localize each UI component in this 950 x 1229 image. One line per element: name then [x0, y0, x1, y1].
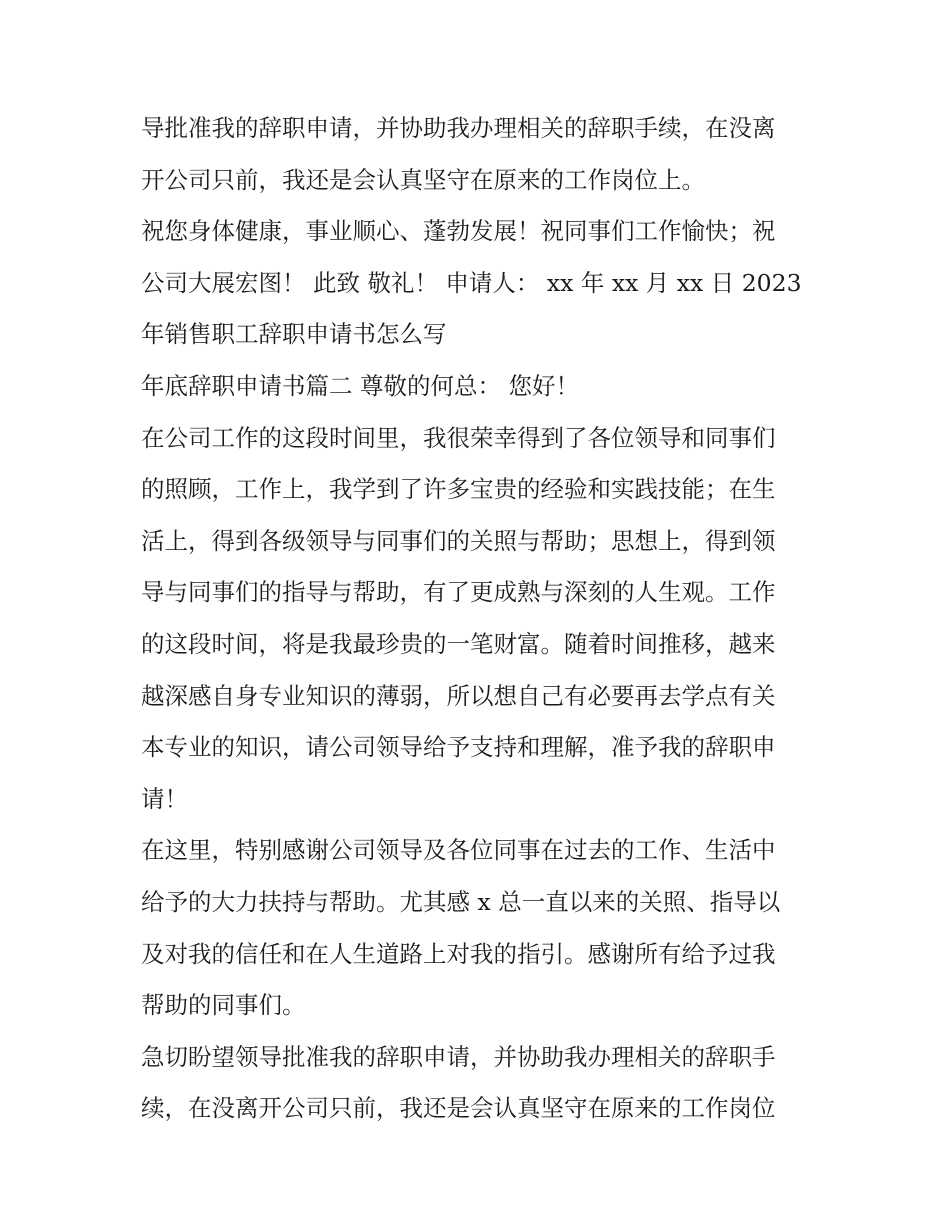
text-line: 急切盼望领导批准我的辞职申请，并协助我办理相关的辞职手	[141, 1042, 776, 1071]
text-line: 活上，得到各级领导与同事们的关照与帮助；思想上，得到领	[141, 526, 776, 555]
text-line: 祝您身体健康，事业顺心、蓬勃发展！祝同事们工作愉快；祝	[141, 217, 776, 246]
text-line: 请！	[141, 784, 188, 813]
text-line: 在这里，特别感谢公司领导及各位同事在过去的工作、生活中	[141, 836, 776, 865]
text-line: 公司大展宏图！ 此致 敬礼！ 申请人： xx 年 xx 月 xx 日 2023	[141, 268, 802, 297]
text-line: 帮助的同事们。	[141, 991, 306, 1020]
text-line: 开公司只前，我还是会认真坚守在原来的工作岗位上。	[141, 165, 705, 194]
text-line: 导与同事们的指导与帮助，有了更成熟与深刻的人生观。工作	[141, 578, 776, 607]
text-line: 年销售职工辞职申请书怎么写	[141, 320, 447, 349]
text-line: 越深感自身专业知识的薄弱，所以想自己有必要再去学点有关	[141, 681, 776, 710]
text-line: 的这段时间，将是我最珍贵的一笔财富。随着时间推移，越来	[141, 629, 776, 658]
section-heading-line: 年底辞职申请书篇二 尊敬的何总： 您好！	[141, 371, 579, 400]
text-line: 在公司工作的这段时间里，我很荣幸得到了各位领导和同事们	[141, 423, 776, 452]
text-line: 续，在没离开公司只前，我还是会认真坚守在原来的工作岗位	[141, 1094, 776, 1123]
text-line: 的照顾，工作上，我学到了许多宝贵的经验和实践技能；在生	[141, 475, 776, 504]
document-body	[141, 103, 821, 1135]
text-line: 本专业的知识，请公司领导给予支持和理解，准予我的辞职申	[141, 733, 776, 762]
text-line: 导批准我的辞职申请，并协助我办理相关的辞职手续，在没离	[141, 114, 776, 142]
text-line: 及对我的信任和在人生道路上对我的指引。感谢所有给予过我	[141, 939, 776, 968]
text-line: 给予的大力扶持与帮助。尤其感 x 总一直以来的关照、指导以	[141, 887, 781, 916]
